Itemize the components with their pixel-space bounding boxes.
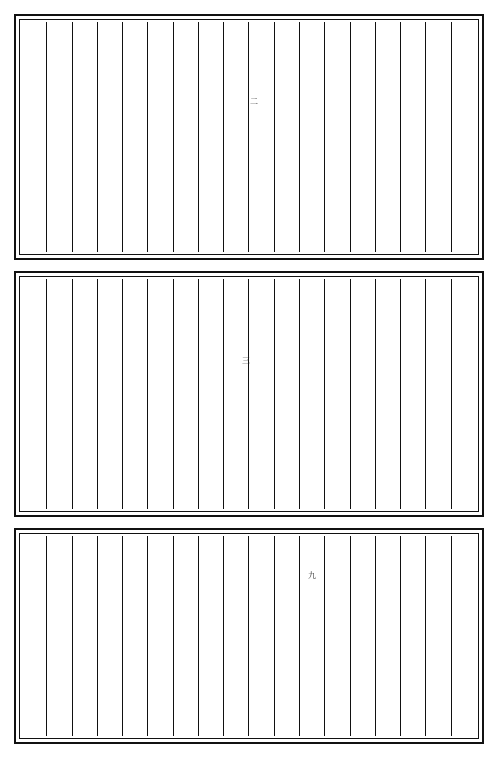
lower-column-12 [173,536,198,736]
lower-column-18 [22,536,46,736]
middle-column-6 [324,279,349,509]
upper-register [14,14,484,260]
upper-column-12 [173,22,198,252]
middle-column-4 [375,279,400,509]
lower-column-1 [451,536,476,736]
lower-column-2 [425,536,450,736]
upper-column-9 [248,22,273,252]
lower-column-10 [223,536,248,736]
upper-column-2 [425,22,450,252]
upper-column-5 [350,22,375,252]
lower-register [14,528,484,744]
lower-column-13 [147,536,172,736]
lower-column-5 [350,536,375,736]
middle-column-10 [223,279,248,509]
middle-column-18 [22,279,46,509]
upper-column-15 [97,22,122,252]
middle-column-17 [46,279,71,509]
upper-column-7 [299,22,324,252]
lower-column-16 [72,536,97,736]
middle-text-columns [22,279,476,509]
upper-column-6 [324,22,349,252]
upper-column-1 [451,22,476,252]
lower-page-number: 九 [308,571,316,580]
middle-page-number: 三 [242,356,250,365]
upper-text-columns [22,22,476,252]
lower-column-17 [46,536,71,736]
middle-column-13 [147,279,172,509]
middle-column-11 [198,279,223,509]
middle-column-2 [425,279,450,509]
middle-column-3 [400,279,425,509]
middle-register [14,271,484,517]
middle-column-1 [451,279,476,509]
lower-column-6 [324,536,349,736]
middle-column-15 [97,279,122,509]
lower-text-columns [22,536,476,736]
lower-column-8 [274,536,299,736]
lower-column-3 [400,536,425,736]
upper-column-14 [122,22,147,252]
upper-column-11 [198,22,223,252]
upper-column-3 [400,22,425,252]
lower-column-7 [299,536,324,736]
lower-column-11 [198,536,223,736]
upper-page-number: 二 [250,97,258,106]
lower-column-14 [122,536,147,736]
upper-column-16 [72,22,97,252]
lower-column-4 [375,536,400,736]
middle-column-7 [299,279,324,509]
lower-column-15 [97,536,122,736]
upper-column-4 [375,22,400,252]
middle-column-14 [122,279,147,509]
lower-column-9 [248,536,273,736]
upper-column-17 [46,22,71,252]
scripture-page [14,14,484,744]
middle-column-5 [350,279,375,509]
middle-column-16 [72,279,97,509]
upper-column-13 [147,22,172,252]
middle-column-12 [173,279,198,509]
upper-column-8 [274,22,299,252]
upper-column-10 [223,22,248,252]
middle-column-9 [248,279,273,509]
upper-column-18 [22,22,46,252]
middle-column-8 [274,279,299,509]
